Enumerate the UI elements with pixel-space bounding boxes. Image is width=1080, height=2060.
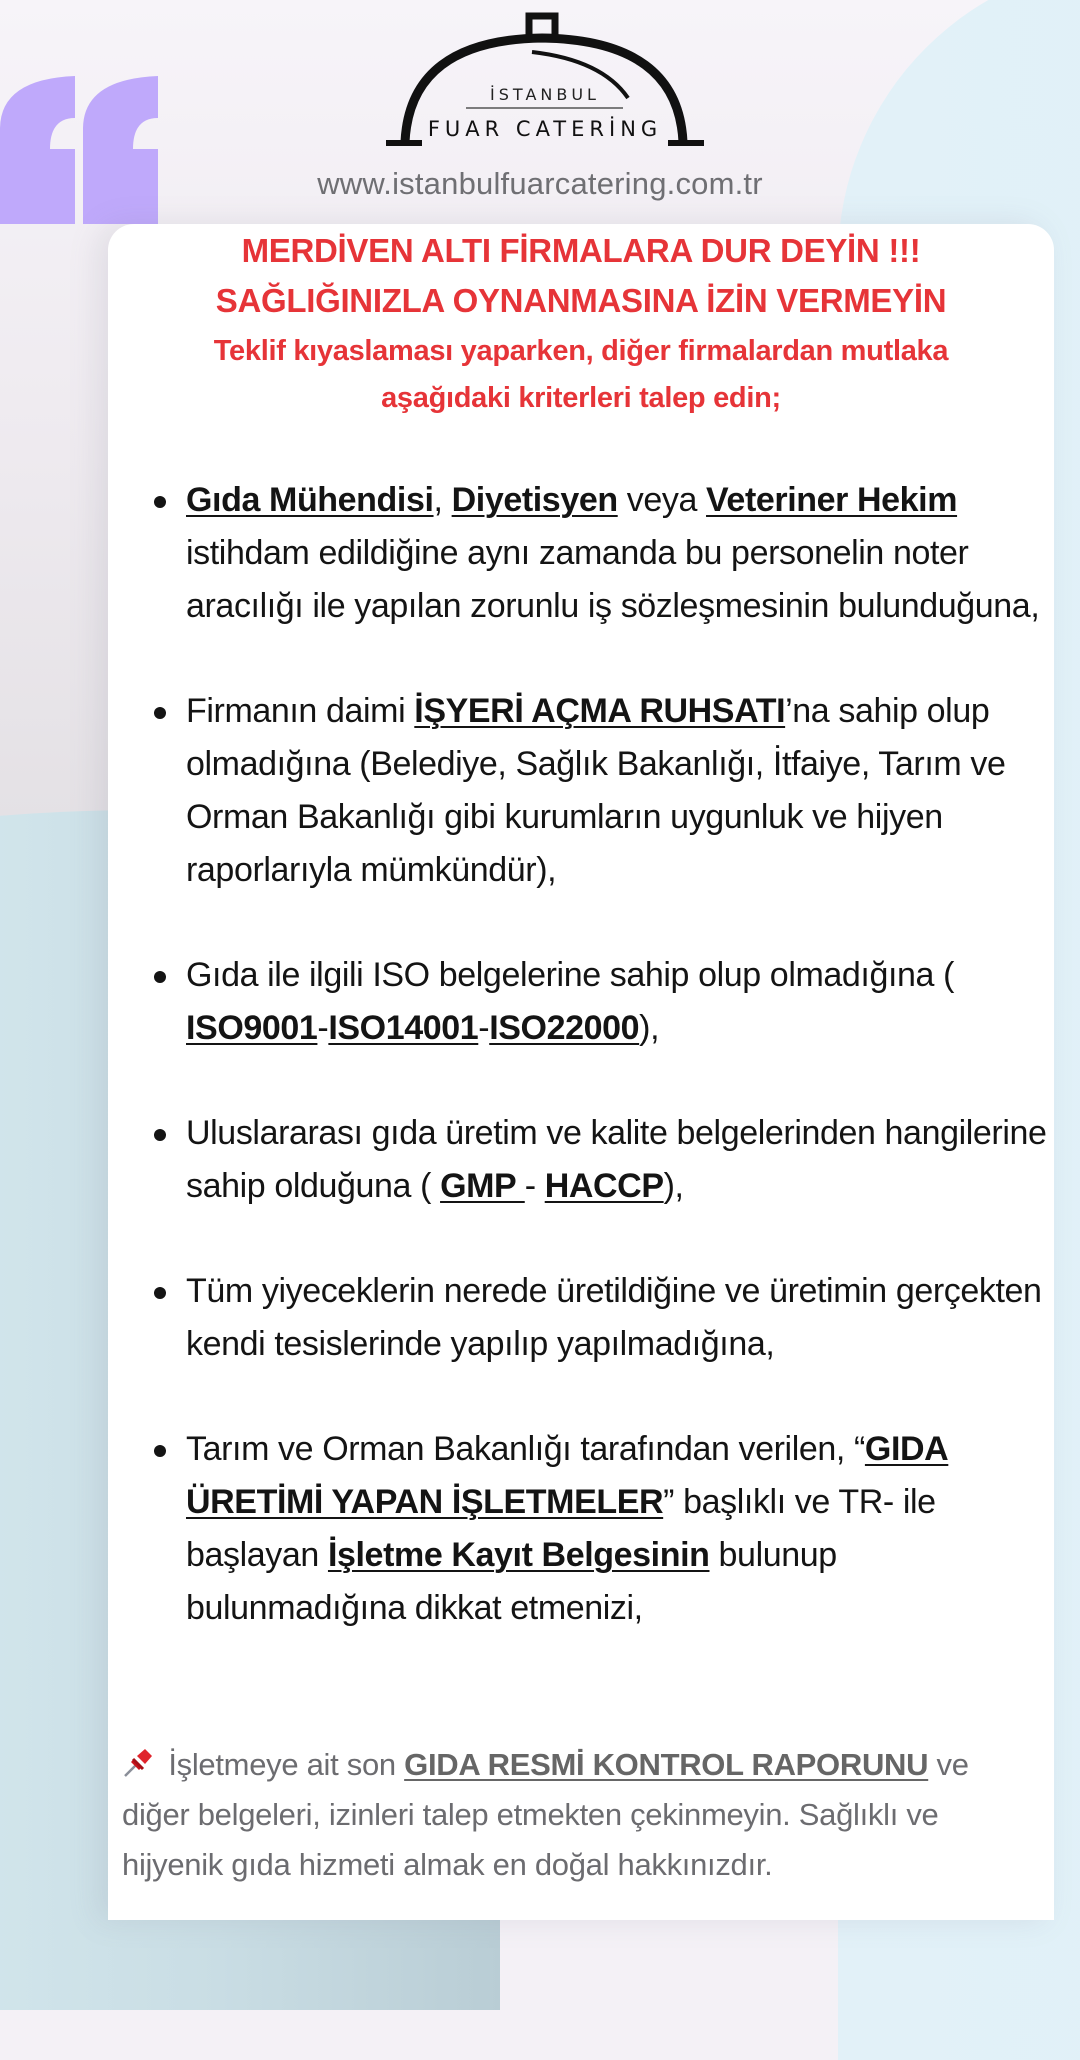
emphasis: İşletme Kayıt Belgesinin bbox=[327, 1536, 710, 1574]
criteria-item bbox=[150, 685, 1050, 897]
text: , bbox=[433, 481, 452, 519]
emphasis: Gıda Mühendisi bbox=[186, 481, 434, 519]
text: Tüm yiyeceklerin nerede üretildiğine ve üretimin gerçekten kendi tesislerinde yapılıp yapılmadığına, bbox=[186, 1272, 1042, 1363]
criteria-item bbox=[150, 474, 1050, 633]
text: Gıda ile ilgili ISO belgelerine sahip olup olmadığına ( bbox=[186, 956, 955, 994]
text: bulunup bulunmadığına dikkat etmenizi, bbox=[186, 1536, 837, 1627]
text: ’na sahip olup olmadığına (Belediye, Sağlık Bakanlığı, İtfaiye, Tarım ve Orman Bakanlığı gibi kurumların uygunluk ve hijyen raporlarıyla mümkündür), bbox=[186, 692, 1006, 889]
text: Uluslararası gıda üretim ve kalite belgelerinden hangilerine sahip olduğuna ( bbox=[186, 1114, 1047, 1205]
text: İşletmeye ait son bbox=[160, 1747, 405, 1782]
emphasis: GMP bbox=[440, 1167, 525, 1205]
headline bbox=[108, 226, 1054, 422]
text: ), bbox=[639, 1009, 660, 1047]
criteria-list bbox=[150, 474, 1050, 1687]
cloche-icon bbox=[380, 12, 710, 148]
text: ” başlıklı ve TR- ile başlayan bbox=[186, 1483, 936, 1574]
logo-line1: İSTANBUL bbox=[490, 85, 600, 104]
text: ve diğer belgeleri, izinleri talep etmekten çekinmeyin. Sağlıklı ve hijyenik gıda hizmeti almak en doğal hakkınızdır. bbox=[122, 1747, 969, 1882]
bullet-icon bbox=[154, 1445, 166, 1457]
logo-line2: FUAR CATERİNG bbox=[427, 117, 663, 141]
text: veya bbox=[617, 481, 707, 519]
headline-sub bbox=[108, 328, 1054, 422]
criteria-item bbox=[150, 949, 1050, 1055]
bullet-icon bbox=[154, 496, 166, 508]
headline-line1: MERDİVEN ALTI FİRMALARA DUR DEYİN !!! bbox=[241, 232, 921, 269]
emphasis: ISO14001 bbox=[328, 1009, 479, 1047]
text: - bbox=[317, 1009, 329, 1047]
criteria-item bbox=[150, 1265, 1050, 1371]
headline-line2: SAĞLIĞINIZLA OYNANMASINA İZİN VERMEYİN bbox=[215, 282, 947, 319]
footer-note bbox=[122, 1740, 1042, 1890]
brand-logo bbox=[380, 12, 710, 148]
emphasis: Diyetisyen bbox=[451, 481, 618, 519]
text: istihdam edildiğine aynı zamanda bu personelin noter aracılığı ile yapılan zorunlu iş sözleşmesinin bulunduğuna, bbox=[186, 534, 1040, 625]
text: - bbox=[524, 1167, 545, 1205]
emphasis: Veteriner Hekim bbox=[706, 481, 958, 519]
pushpin-icon bbox=[122, 1745, 156, 1779]
bullet-icon bbox=[154, 707, 166, 719]
bullet-icon bbox=[154, 971, 166, 983]
emphasis: İŞYERİ AÇMA RUHSATI bbox=[414, 692, 786, 730]
criteria-item bbox=[150, 1107, 1050, 1213]
emphasis: ISO22000 bbox=[489, 1009, 640, 1047]
bullet-icon bbox=[154, 1129, 166, 1141]
text: ), bbox=[663, 1167, 684, 1205]
bullet-icon bbox=[154, 1287, 166, 1299]
website-url[interactable]: www.istanbulfuarcatering.com.tr bbox=[317, 166, 763, 201]
emphasis: HACCP bbox=[544, 1167, 664, 1205]
text: Firmanın daimi bbox=[186, 692, 415, 730]
text: Tarım ve Orman Bakanlığı tarafından verilen, “ bbox=[186, 1430, 865, 1468]
emphasis: GIDA ÜRETİMİ YAPAN İŞLETMELER bbox=[186, 1430, 949, 1521]
text: - bbox=[478, 1009, 490, 1047]
criteria-item bbox=[150, 1423, 1050, 1635]
emphasis: ISO9001 bbox=[186, 1009, 318, 1047]
headline-sub-line2: aşağıdaki kriterleri talep edin; bbox=[381, 382, 781, 414]
emphasis: GIDA RESMİ KONTROL RAPORUNU bbox=[404, 1747, 929, 1782]
headline-sub-line1: Teklif kıyaslaması yaparken, diğer firmalardan mutlaka bbox=[213, 335, 949, 367]
